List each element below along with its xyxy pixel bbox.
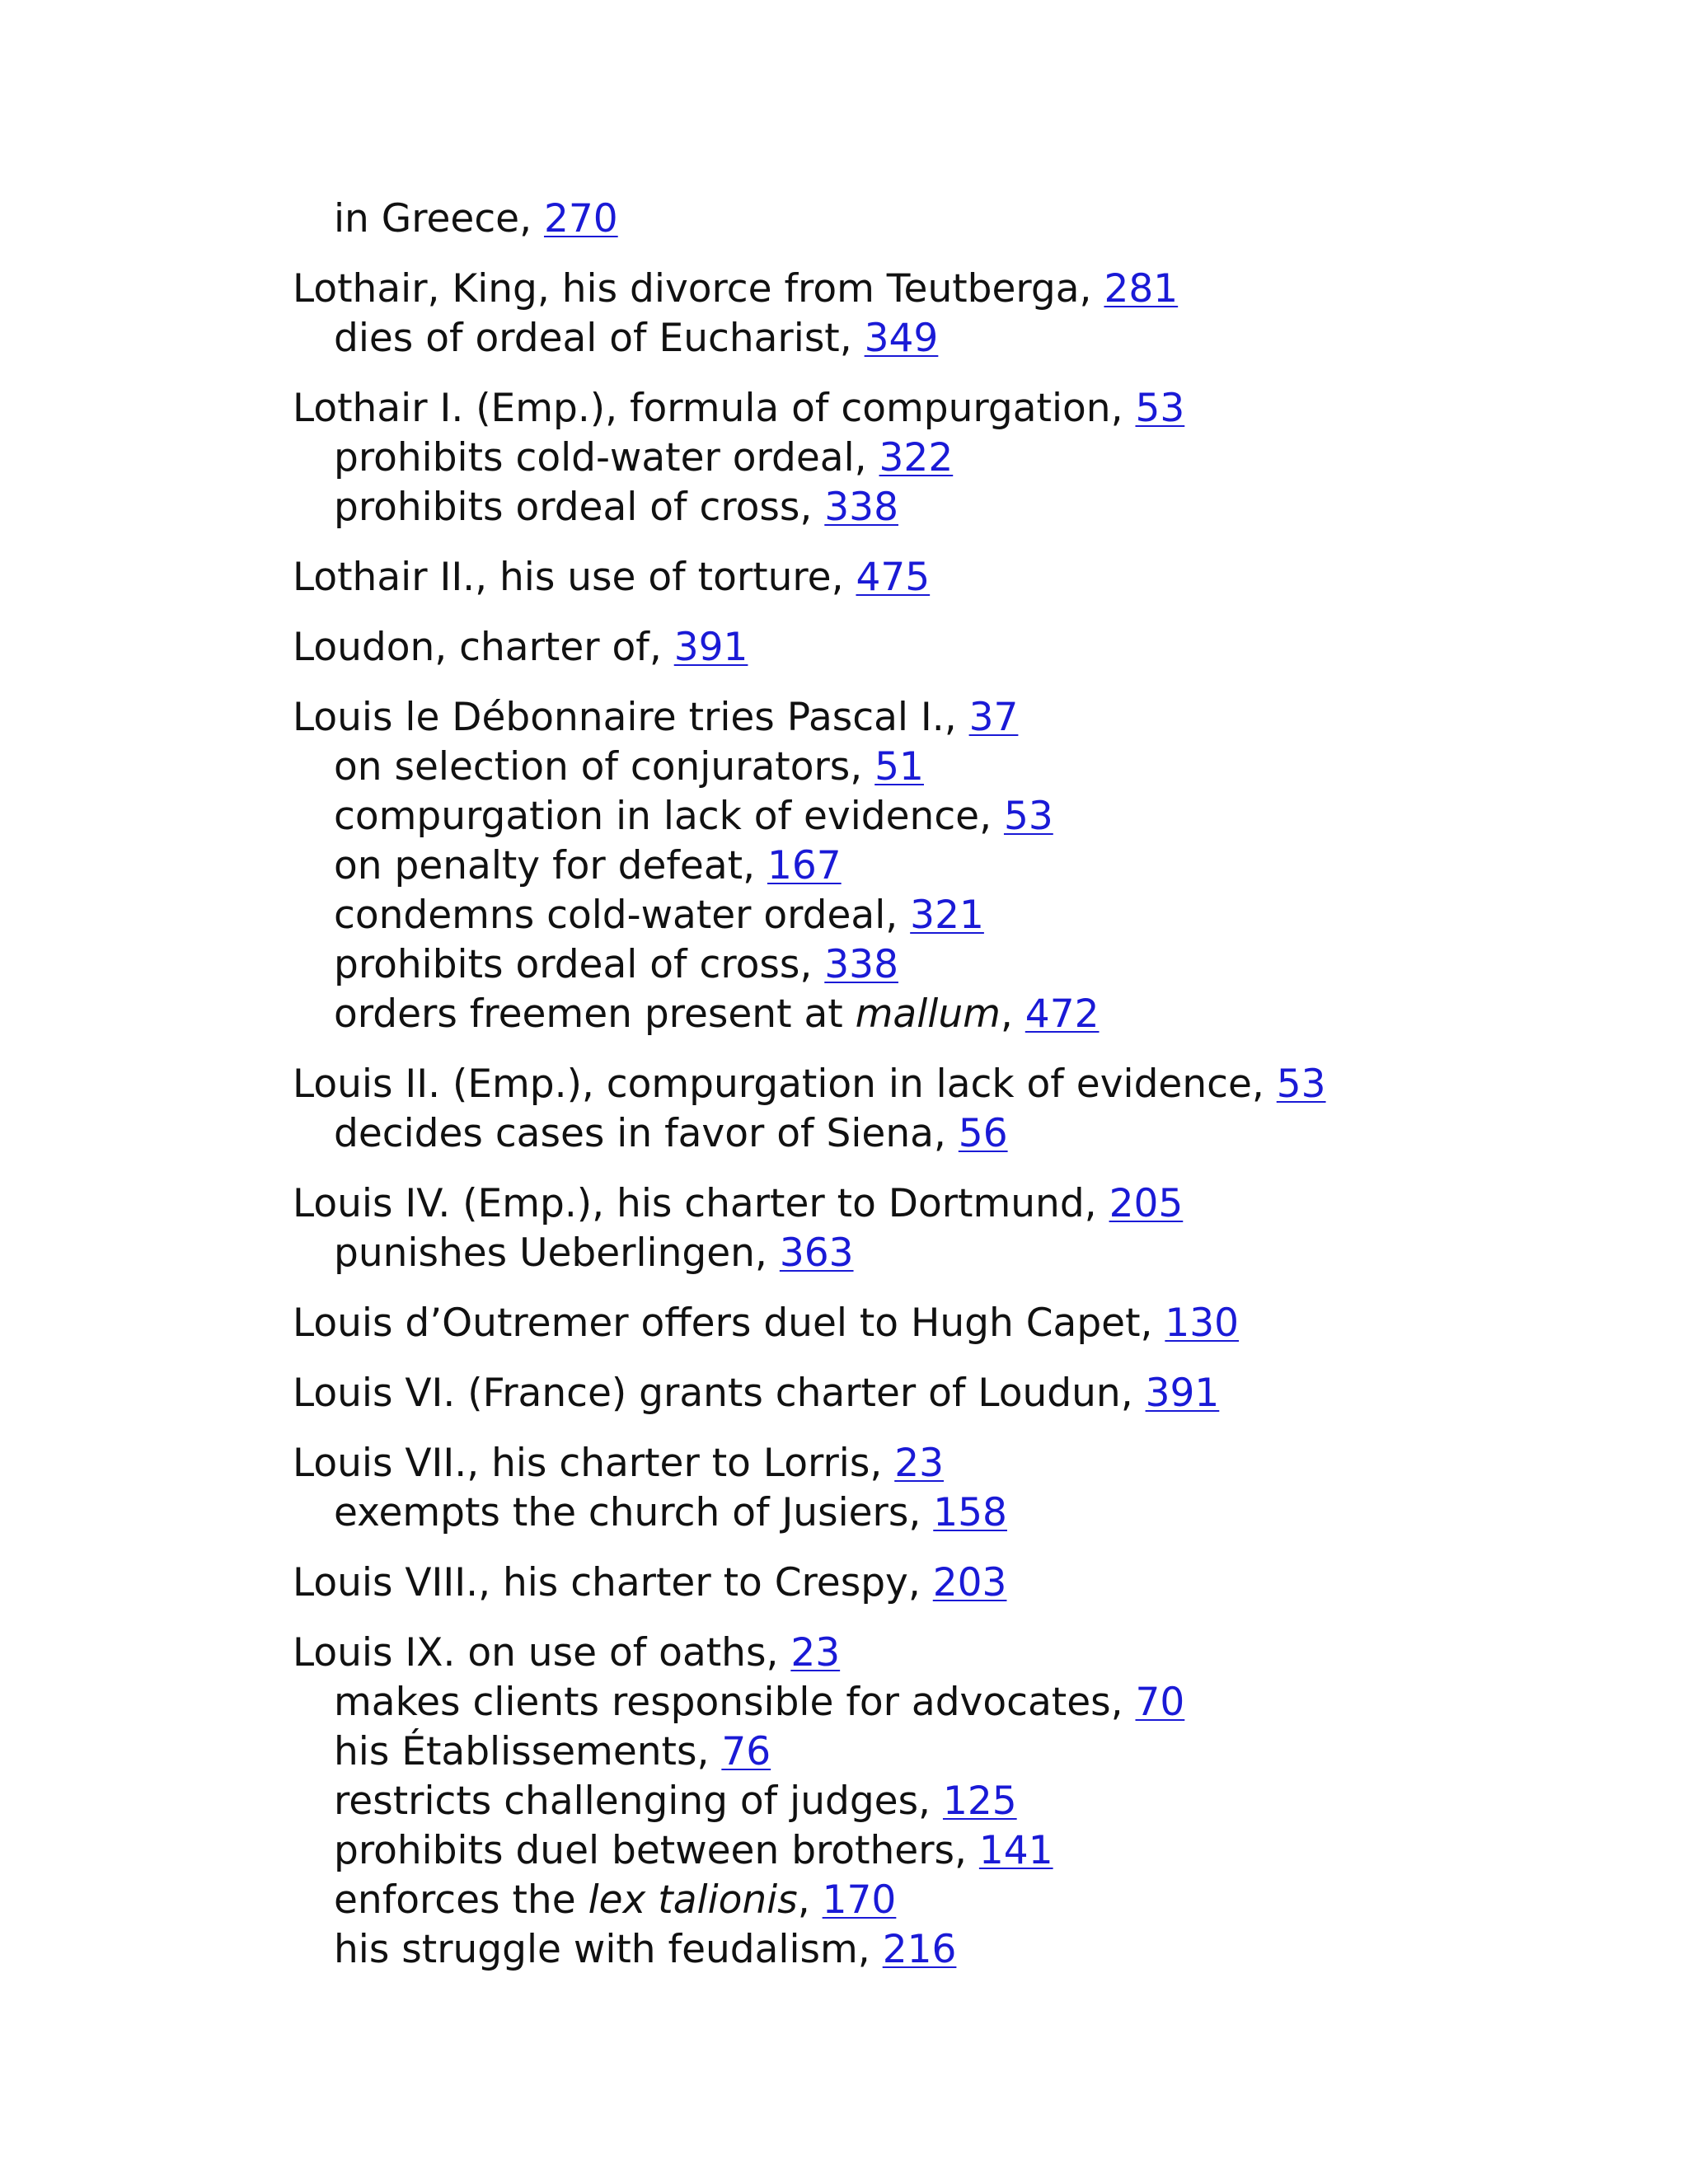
entry-text: Louis VIII., his charter to Crespy, [293,1560,933,1605]
entry-text: compurgation in lack of evidence, [334,794,1004,839]
entry-text: orders freemen present at [334,991,856,1037]
index-heading [293,1179,1611,1229]
entry-text: Louis VII., his charter to Lorris, [293,1441,895,1486]
entry-text: Louis IX. on use of oaths, [293,1630,791,1675]
index-entry [293,1629,1611,1975]
index-entry [293,194,1611,244]
entry-text: prohibits cold-water ordeal, [334,435,879,480]
italic-term: mallum [855,991,1001,1037]
index-entry [293,384,1611,532]
index-subentry [293,1109,1611,1159]
page-link[interactable]: 23 [790,1630,841,1675]
page-link[interactable]: 76 [721,1729,771,1774]
index-heading [293,1060,1611,1109]
page-link[interactable]: 203 [932,1560,1007,1605]
entry-text: on penalty for defeat, [334,843,767,888]
index-heading [293,1629,1611,1678]
page-link[interactable]: 158 [933,1490,1007,1535]
page-link[interactable]: 23 [894,1441,945,1486]
entry-text: prohibits ordeal of cross, [334,942,825,987]
entry-text: Loudon, charter of, [293,625,674,670]
index-subentry [293,1727,1611,1777]
index-subentry [293,990,1611,1039]
entry-text: in Greece, [334,196,544,241]
index-heading [293,1299,1611,1348]
page-link[interactable]: 338 [824,942,898,987]
entry-text: on selection of conjurators, [334,744,875,790]
index-subentry [293,1925,1611,1975]
index-subentry [293,194,1611,244]
page-link[interactable]: 391 [1145,1371,1220,1416]
entry-text: prohibits duel between brothers, [334,1828,979,1873]
entry-text: exempts the church of Jusiers, [334,1490,934,1535]
index-subentry [293,1488,1611,1538]
page-link[interactable]: 37 [968,695,1019,740]
index-subentry [293,314,1611,363]
entry-text: Louis le Débonnaire tries Pascal I., [293,695,969,740]
entry-text: enforces the [334,1877,588,1923]
page-link[interactable]: 53 [1135,386,1185,431]
index-subentry [293,483,1611,532]
index-heading [293,623,1611,673]
index-heading [293,1369,1611,1418]
entry-text: dies of ordeal of Eucharist, [334,316,865,361]
page-link[interactable]: 338 [824,485,898,530]
index-entry [293,553,1611,602]
index-subentry [293,1826,1611,1876]
index-entry [293,623,1611,673]
entry-text: his Établissements, [334,1729,722,1774]
index-heading [293,265,1611,314]
index-entry [293,1179,1611,1278]
page-link[interactable]: 363 [779,1230,854,1276]
entry-text: Lothair II., his use of torture, [293,555,856,600]
index-heading [293,693,1611,743]
index-subentry [293,1678,1611,1727]
page-link[interactable]: 216 [882,1927,957,1972]
entry-text: decides cases in favor of Siena, [334,1111,959,1156]
index-entry [293,693,1611,1039]
entry-text: Louis d’Outremer offers duel to Hugh Capet, [293,1301,1165,1346]
page-link[interactable]: 53 [1003,794,1053,839]
page-link[interactable]: 53 [1276,1062,1326,1107]
page-link[interactable]: 51 [874,744,924,790]
page-link[interactable]: 322 [879,435,954,480]
page-link[interactable]: 130 [1165,1301,1240,1346]
page-link[interactable]: 472 [1025,991,1100,1037]
page-link[interactable]: 475 [856,555,931,600]
italic-term: lex talionis [588,1877,798,1923]
index-subentry [293,1777,1611,1826]
index-subentry [293,434,1611,483]
entry-text: his struggle with feudalism, [334,1927,883,1972]
index-page [293,194,1611,1995]
entry-text: prohibits ordeal of cross, [334,485,825,530]
page-link[interactable]: 56 [958,1111,1008,1156]
index-subentry [293,792,1611,841]
page-link[interactable]: 167 [767,843,842,888]
index-entry [293,1439,1611,1538]
index-entry [293,1369,1611,1418]
entry-text: condemns cold-water ordeal, [334,893,911,938]
entry-text: Louis IV. (Emp.), his charter to Dortmund, [293,1181,1109,1226]
index-entry [293,1060,1611,1159]
index-heading [293,1439,1611,1488]
index-subentry [293,940,1611,990]
page-link[interactable]: 349 [864,316,939,361]
index-subentry [293,1876,1611,1925]
entry-text: Louis VI. (France) grants charter of Loudun, [293,1371,1146,1416]
page-link[interactable]: 391 [673,625,748,670]
index-heading [293,1558,1611,1608]
page-link[interactable]: 141 [978,1828,1053,1873]
entry-text: restricts challenging of judges, [334,1779,943,1824]
entry-text: Lothair I. (Emp.), formula of compurgation, [293,386,1136,431]
index-subentry [293,743,1611,792]
page-link[interactable]: 70 [1135,1680,1185,1725]
entry-text: Lothair, King, his divorce from Teutberga, [293,266,1104,312]
index-heading [293,384,1611,434]
entry-text: , [797,1877,823,1923]
entry-text: , [1000,991,1025,1037]
entry-text: punishes Ueberlingen, [334,1230,780,1276]
page-link[interactable]: 125 [942,1779,1017,1824]
page-link[interactable]: 270 [543,196,618,241]
index-entry [293,1299,1611,1348]
index-entry [293,265,1611,363]
index-entry [293,1558,1611,1608]
entry-text: Louis II. (Emp.), compurgation in lack of evidence, [293,1062,1277,1107]
entry-text: makes clients responsible for advocates, [334,1680,1136,1725]
index-subentry [293,1229,1611,1278]
page-link[interactable]: 321 [910,893,984,938]
index-subentry [293,841,1611,891]
page-link[interactable]: 281 [1104,266,1179,312]
index-subentry [293,891,1611,940]
page-link[interactable]: 205 [1109,1181,1184,1226]
page-link[interactable]: 170 [822,1877,897,1923]
index-heading [293,553,1611,602]
